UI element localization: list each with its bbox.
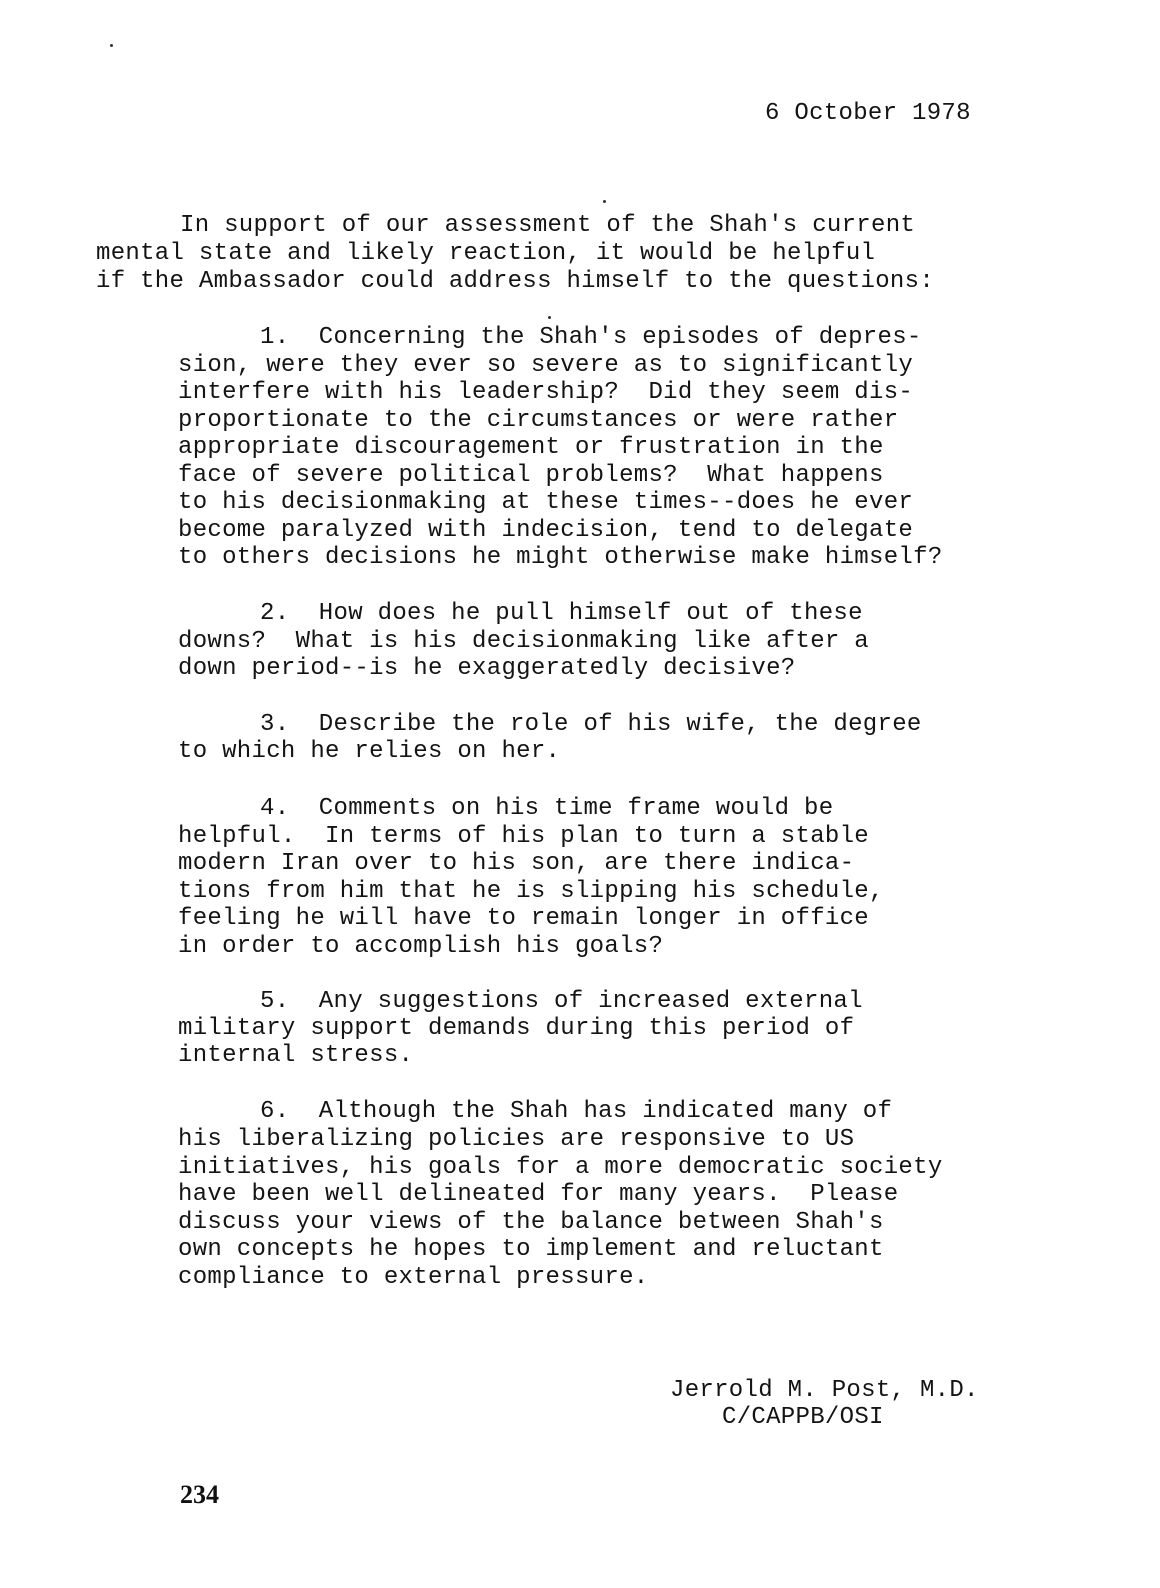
question-line: to others decisions he might otherwise make himself? (178, 544, 943, 571)
scan-speck (548, 316, 551, 319)
intro-line: if the Ambassador could address himself to the questions: (96, 268, 935, 295)
question-line: helpful. In terms of his plan to turn a stable (178, 823, 870, 850)
question-line: initiatives, his goals for a more democratic society (178, 1154, 943, 1181)
question-line: 5. Any suggestions of increased external (260, 988, 863, 1015)
question-line: to his decisionmaking at these times--does he ever (178, 489, 914, 516)
question-line: 1. Concerning the Shah's episodes of depres- (260, 324, 922, 351)
question-line: discuss your views of the balance between Shah's (178, 1209, 884, 1236)
signature-office: C/CAPPB/OSI (722, 1404, 884, 1431)
scan-speck (110, 44, 113, 47)
question-line: proportionate to the circumstances or were rather (178, 407, 899, 434)
letter-date: 6 October 1978 (765, 100, 971, 127)
question-line: to which he relies on her. (178, 738, 561, 765)
question-line: military support demands during this period of (178, 1015, 855, 1042)
question-line: sion, were they ever so severe as to significantly (178, 352, 914, 379)
question-line: interfere with his leadership? Did they seem dis- (178, 379, 914, 406)
question-line: face of severe political problems? What happens (178, 462, 884, 489)
question-line: 3. Describe the role of his wife, the degree (260, 711, 922, 738)
question-line: in order to accomplish his goals? (178, 933, 664, 960)
intro-line: In support of our assessment of the Shah's current (180, 212, 916, 239)
question-line: his liberalizing policies are responsive to US (178, 1126, 855, 1153)
question-line: 2. How does he pull himself out of these (260, 600, 863, 627)
question-line: tions from him that he is slipping his schedule, (178, 878, 884, 905)
question-line: own concepts he hopes to implement and reluctant (178, 1236, 884, 1263)
question-line: have been well delineated for many years. Please (178, 1181, 899, 1208)
signature-name: Jerrold M. Post, M.D. (670, 1377, 979, 1404)
question-line: feeling he will have to remain longer in office (178, 905, 870, 932)
scan-speck (603, 200, 606, 203)
question-line: modern Iran over to his son, are there indica- (178, 850, 855, 877)
intro-line: mental state and likely reaction, it would be helpful (96, 240, 876, 267)
page-number: 234 (180, 1480, 219, 1509)
question-line: 4. Comments on his time frame would be (260, 795, 834, 822)
question-line: compliance to external pressure. (178, 1264, 649, 1291)
question-line: become paralyzed with indecision, tend to delegate (178, 517, 914, 544)
question-line: down period--is he exaggeratedly decisive? (178, 655, 796, 682)
question-line: appropriate discouragement or frustration in the (178, 434, 884, 461)
question-line: downs? What is his decisionmaking like after a (178, 628, 870, 655)
question-line: internal stress. (178, 1042, 414, 1069)
question-line: 6. Although the Shah has indicated many of (260, 1098, 893, 1125)
